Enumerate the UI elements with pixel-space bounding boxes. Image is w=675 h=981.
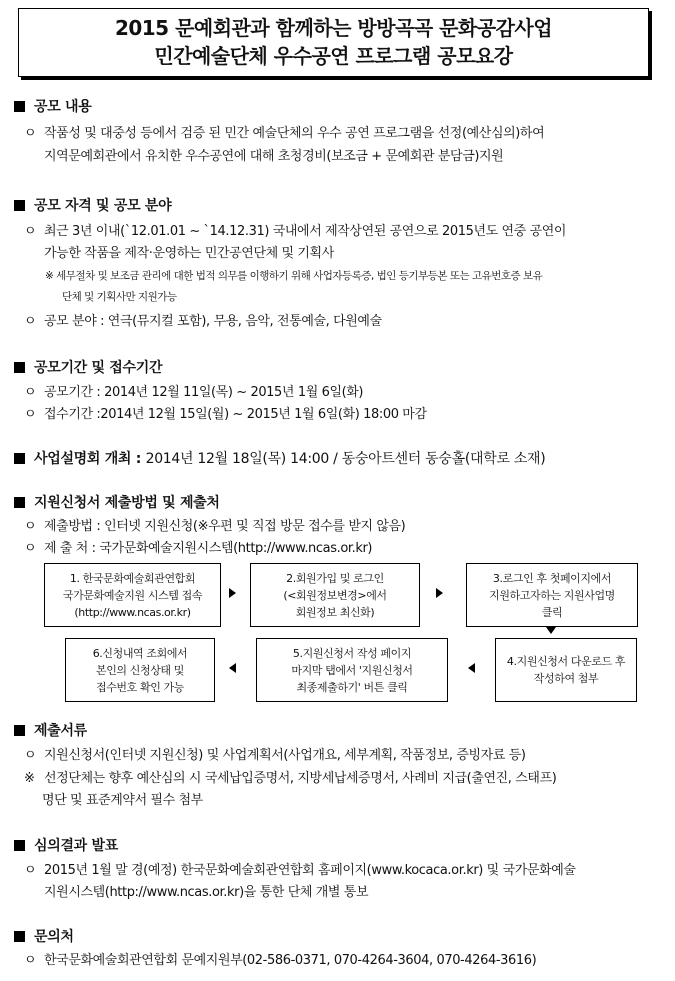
section-heading-briefing [14,450,545,468]
text: 최근 3년 이내(`12.01.01 ~ `14.12.31) 국내에서 제작상연된 공연으로 2015년도 연중 공연이 [44,224,567,239]
flow-step-1 [44,563,221,627]
step-text: 2.회원가입 및 로그인 [286,571,384,585]
text: 작품성 및 대중성 등에서 검증 된 민간 예술단체의 우수 공연 프로그램을 선정(예산심의)하여 [44,126,545,141]
step-text: 클릭 [541,605,563,619]
s5-line-1 [24,518,405,536]
step-text: 4.지원신청서 다운로드 후 [506,655,626,668]
circle-bullet-icon: ㅇ [24,407,37,422]
step-text: 1. 한국문화예술회관연합회 [69,571,196,585]
section-title: 문의처 [34,929,74,945]
section-heading-eligibility [14,197,171,215]
square-bullet-icon [14,931,25,942]
arrow-down-icon [546,627,556,634]
title-line-2: 민간예술단체 우수공연 프로그램 공모요강 [154,44,513,68]
section-heading-results [14,837,118,855]
section-title: 사업설명회 개최 : [34,451,142,467]
section-heading-contest-content [14,98,91,116]
text: 선정단체는 향후 예산심의 시 국세납입증명서, 지방세납세증명서, 사례비 지급(출연진, 스태프) [44,771,557,786]
text: 접수기간 :2014년 12월 15일(월) ~ 2015년 1월 6일(화) 18:00 마감 [44,407,427,422]
s2-line-2: 가능한 작품을 제작·운영하는 민간공연단체 및 기획사 [44,246,334,261]
s5-line-2 [24,540,372,558]
flow-step-2 [250,563,420,627]
square-bullet-icon [14,362,25,373]
circle-bullet-icon: ㅇ [24,748,37,763]
section-title: 공모기간 및 접수기간 [34,360,163,376]
circle-bullet-icon: ㅇ [24,126,37,141]
step-text: 6.신청내역 조회에서 [92,646,188,660]
s3-line-1 [24,384,363,402]
text: 제 출 처 : 국가문화예술지원시스템(http://www.ncas.or.kr) [44,541,373,556]
flow-step-5 [256,638,448,702]
square-bullet-icon [14,725,25,736]
arrow-right-icon [229,588,236,598]
circle-bullet-icon: ㅇ [24,541,37,556]
s6-line-1 [24,747,526,765]
text: 공모 분야 : 연극(뮤지컬 포함), 무용, 음악, 전통예술, 다원예술 [44,314,382,329]
title-box [18,8,649,77]
arrow-left-icon [468,663,475,673]
section-heading-submission [14,494,220,512]
s3-line-2 [24,406,427,424]
step-text: 작성하여 첨부 [533,672,599,685]
step-text: 5.지원신청서 작성 페이지 [292,646,412,660]
text: 2015년 1월 말 경(예정) 한국문화예술회관연합회 홈페이지(www.kocaca.or.kr) 및 국가문화예술 [44,863,576,878]
s7-line-1 [24,862,576,880]
step-text: 지원하고자하는 지원사업명 [489,588,615,602]
circle-bullet-icon: ㅇ [24,953,37,968]
section-heading-contact [14,928,74,946]
square-bullet-icon [14,497,25,508]
section-title: 제출서류 [34,723,87,739]
arrow-right-icon [436,588,443,598]
s1-line-1 [24,125,544,143]
section-title: 공모 내용 [34,99,92,115]
arrow-left-icon [229,663,236,673]
text: 세무절차 및 보조금 관리에 대한 법적 의무를 이행하기 위해 사업자등록증, 법인 등기부등본 또는 고유번호증 보유 [56,270,543,282]
step-text: (http://www.ncas.or.kr) [74,605,191,619]
title-line-1: 2015 문예회관과 함께하는 방방곡곡 문화공감사업 [114,16,553,40]
circle-bullet-icon: ㅇ [24,519,37,534]
flow-step-4 [495,638,637,702]
note-icon: ※ [24,771,35,786]
section-heading-documents [14,722,87,740]
step-text: 최종제출하기' 버튼 클릭 [296,680,408,694]
s6-line-2 [24,770,556,788]
text: 공모기간 : 2014년 12월 11일(목) ~ 2015년 1월 6일(화) [44,385,364,400]
square-bullet-icon [14,101,25,112]
step-text: 3.로그인 후 첫페이지에서 [492,571,612,585]
s2-note-1 [45,268,542,285]
circle-bullet-icon: ㅇ [24,385,37,400]
step-text: 접수번호 확인 가능 [95,680,184,694]
circle-bullet-icon: ㅇ [24,224,37,239]
s1-line-2: 지역문예회관에서 유치한 우수공연에 대해 초청경비(보조금 + 문예회관 분담금)지원 [44,149,504,164]
text: 제출방법 : 인터넷 지원신청(※우편 및 직접 방문 접수를 받지 않음) [44,519,406,534]
step-text: 회원정보 최신화) [295,605,375,619]
section-heading-period [14,359,162,377]
s2-note-2: 단체 및 기획사만 지원가능 [62,291,177,303]
step-text: 본인의 신청상태 및 [95,663,184,677]
square-bullet-icon [14,840,25,851]
s6-line-3: 명단 및 표준계약서 필수 첨부 [42,793,203,808]
step-text: 마지막 탭에서 '지원신청서 [291,663,413,677]
flow-step-3 [466,563,638,627]
text: 한국문화예술회관연합회 문예지원부(02-586-0371, 070-4264-3604, 070-4264-3616) [44,953,537,968]
square-bullet-icon [14,200,25,211]
s2-line-3 [24,313,382,331]
note-icon: ※ [45,270,54,282]
s2-line-1 [24,223,566,241]
section-title: 심의결과 발표 [34,838,118,854]
circle-bullet-icon: ㅇ [24,314,37,329]
s8-line-1 [24,952,536,970]
step-text: (<회원정보변경>에서 [283,588,387,602]
section-title: 지원신청서 제출방법 및 제출처 [34,495,220,511]
square-bullet-icon [14,453,25,464]
text: 지원신청서(인터넷 지원신청) 및 사업계획서(사업개요, 세부계획, 작품정보, 증빙자료 등) [44,748,526,763]
briefing-detail: 2014년 12월 18일(목) 14:00 / 동숭아트센터 동숭홀(대학로 소재) [145,451,546,467]
circle-bullet-icon: ㅇ [24,863,37,878]
s7-line-2: 지원시스템(http://www.ncas.or.kr)을 통한 단체 개별 통보 [44,885,369,900]
flow-step-6 [65,638,215,702]
step-text: 국가문화예술지원 시스템 접속 [62,588,203,602]
section-title: 공모 자격 및 공모 분야 [34,198,172,214]
